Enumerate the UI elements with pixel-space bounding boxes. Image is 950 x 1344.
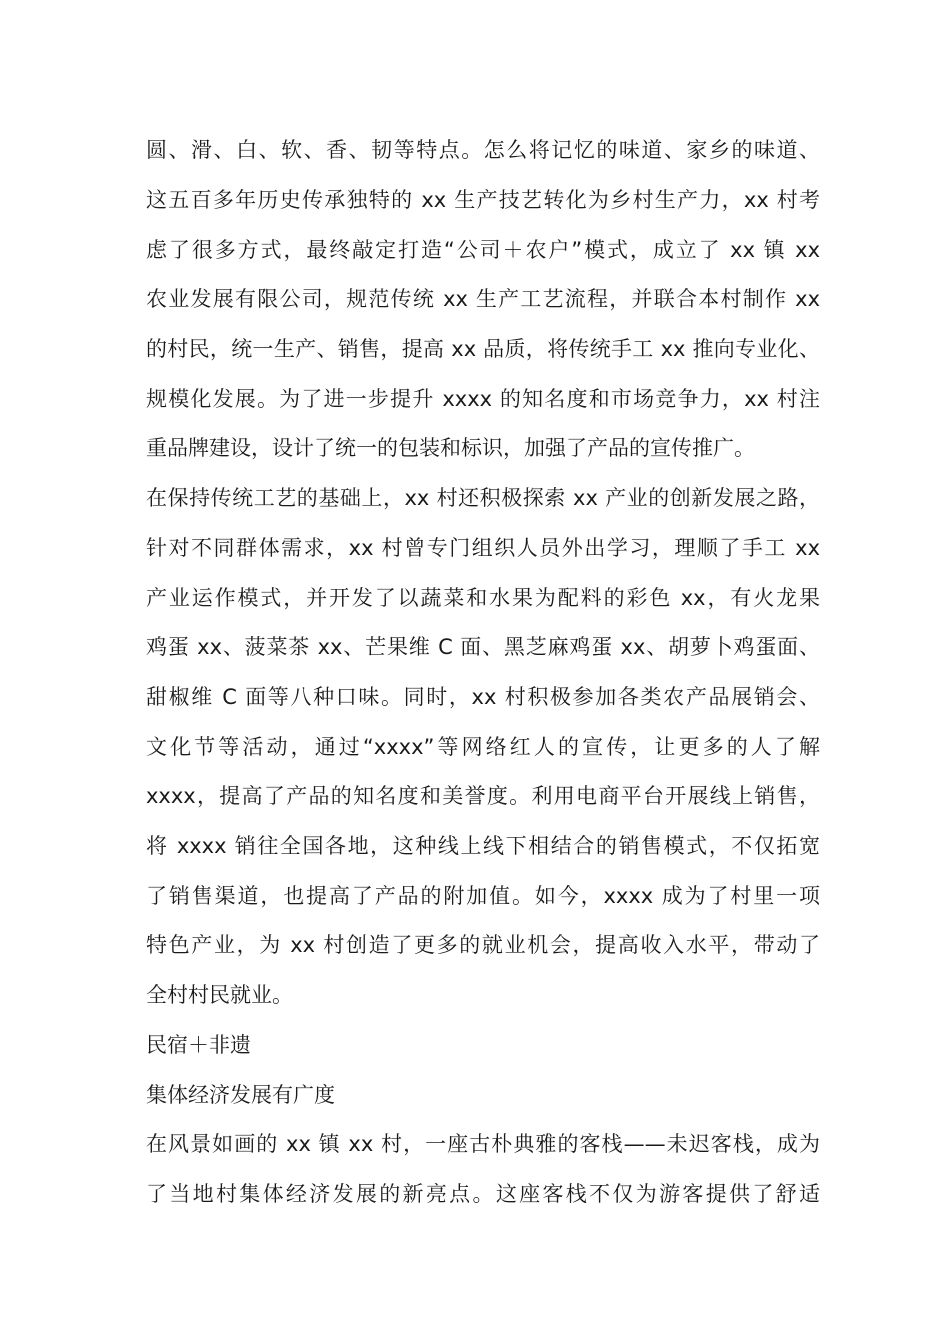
section-heading: 民宿＋非遗 [146, 1033, 251, 1057]
text-line: 鸡蛋 xx、菠菜茶 xx、芒果维 C 面、黑芝麻鸡蛋 xx、胡萝卜鸡蛋面、 [146, 635, 820, 659]
text-line: 将 xxxx 销往全国各地，这种线上线下相结合的销售模式，不仅拓宽 [146, 834, 820, 858]
text-line: 甜椒维 C 面等八种口味。同时，xx 村积极参加各类农产品展销会、 [146, 685, 820, 709]
text-line: 农业发展有限公司，规范传统 xx 生产工艺流程，并联合本村制作 xx [146, 287, 820, 311]
text-line: 虑了很多方式，最终敲定打造“公司＋农户”模式，成立了 xx 镇 xx [146, 238, 820, 262]
text-line: 文化节等活动，通过“xxxx”等网络红人的宣传，让更多的人了解 [146, 735, 820, 759]
text-line: 针对不同群体需求，xx 村曾专门组织人员外出学习，理顺了手工 xx [146, 536, 820, 560]
text-line: 的村民，统一生产、销售，提高 xx 品质，将传统手工 xx 推向专业化、 [146, 337, 820, 361]
text-line: 产业运作模式，并开发了以蔬菜和水果为配料的彩色 xx，有火龙果 [146, 586, 820, 610]
text-line: 特色产业，为 xx 村创造了更多的就业机会，提高收入水平，带动了 [146, 933, 820, 957]
text-line: 圆、滑、白、软、香、韧等特点。怎么将记忆的味道、家乡的味道、 [146, 138, 820, 162]
section-subheading: 集体经济发展有广度 [146, 1083, 335, 1107]
text-line: xxxx，提高了产品的知名度和美誉度。利用电商平台开展线上销售， [146, 784, 820, 808]
text-line: 了销售渠道，也提高了产品的附加值。如今，xxxx 成为了村里一项 [146, 884, 820, 908]
text-line: 在保持传统工艺的基础上，xx 村还积极探索 xx 产业的创新发展之路， [146, 486, 820, 510]
text-line: 重品牌建设，设计了统一的包装和标识，加强了产品的宣传推广。 [146, 436, 755, 460]
text-line: 在风景如画的 xx 镇 xx 村，一座古朴典雅的客栈——未迟客栈，成为 [146, 1132, 820, 1156]
text-line: 全村村民就业。 [146, 983, 293, 1007]
text-line: 规模化发展。为了进一步提升 xxxx 的知名度和市场竞争力，xx 村注 [146, 387, 820, 411]
text-line: 了当地村集体经济发展的新亮点。这座客栈不仅为游客提供了舒适 [146, 1182, 820, 1206]
text-line: 这五百多年历史传承独特的 xx 生产技艺转化为乡村生产力，xx 村考 [146, 188, 820, 212]
